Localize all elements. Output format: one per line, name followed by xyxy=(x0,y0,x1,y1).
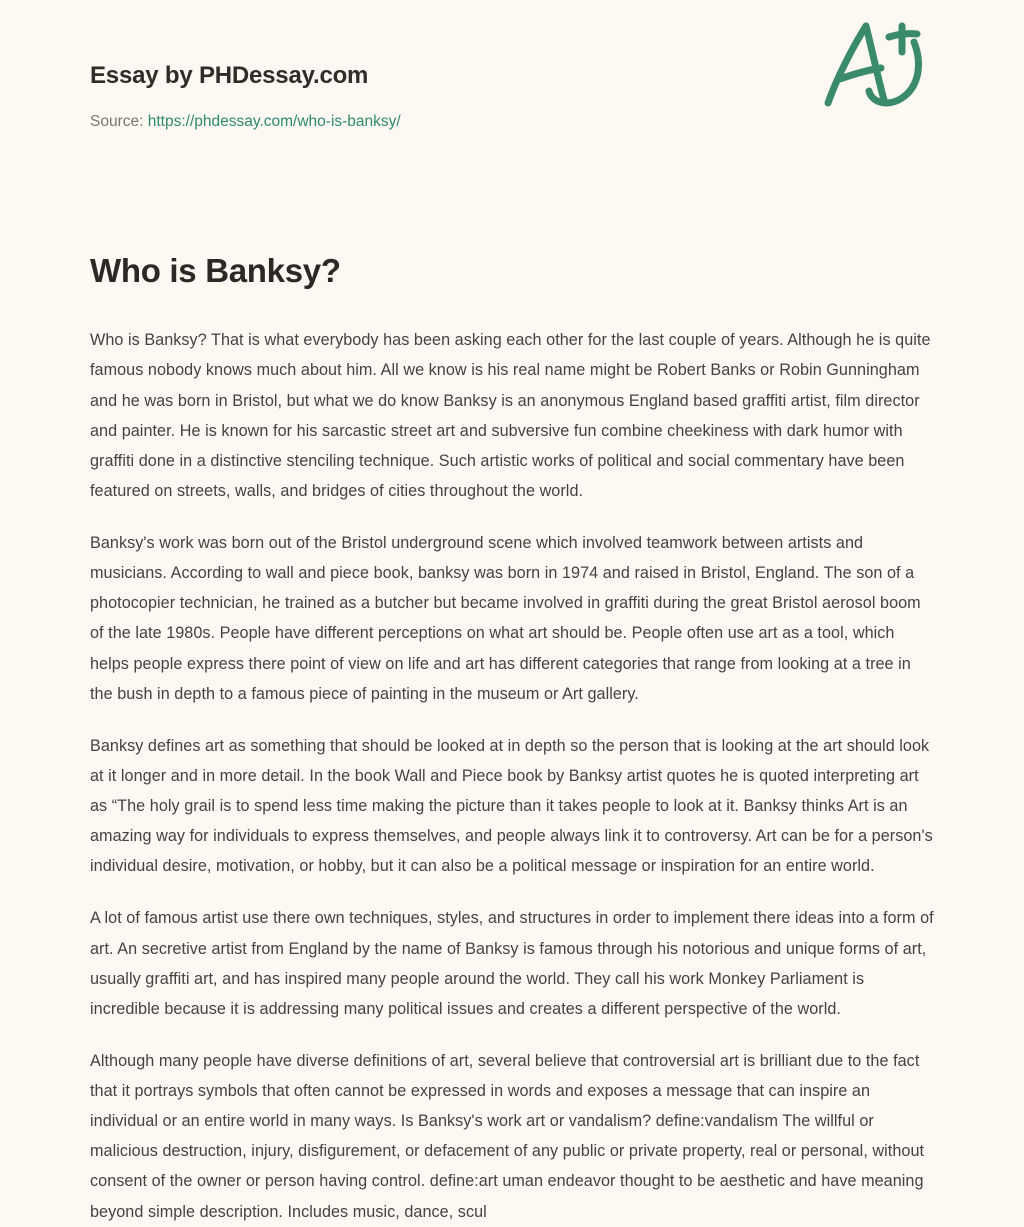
aplus-logo-glyph xyxy=(814,8,934,118)
source-line xyxy=(90,113,934,132)
brand-title: Essay by PHDessay.com xyxy=(90,62,369,89)
source-url-link[interactable]: https://phdessay.com/who-is-banksy/ xyxy=(147,112,401,130)
article xyxy=(90,250,934,1227)
source-label: Source: xyxy=(90,112,144,130)
article-body xyxy=(90,325,934,1226)
paragraph: Banksy defines art as something that should be looked at in depth so the person that is looking at the art should look at it longer and in more detail. In the book Wall and Piece book by Banksy artist quotes he is quoted interpreting art as “The holy grail is to spend less time making the picture than it takes people to look at it. Banksy thinks Art is an amazing way for individuals to express themselves, and people always link it to controversy. Art can be for a person's individual desire, motivation, or hobby, but it can also be a political message or inspiration for an entire world. xyxy=(90,736,933,876)
aplus-logo-icon xyxy=(814,8,934,118)
page-title: Who is Banksy? xyxy=(90,252,341,289)
document-header xyxy=(90,0,934,172)
paragraph: Although many people have diverse definitions of art, several believe that controversial art is brilliant due to the fact that it portrays symbols that often cannot be expressed in words and exposes a message that can inspire an individual or an entire world in many ways. Is Banksy's work art or vandalism? define:vandalism The willful or malicious destruction, injury, disfigurement, or defacement of any public or private property, real or personal, without consent of the owner or person having control. define:art uman endeavor thought to be aesthetic and have meaning beyond simple description. Includes music, dance, scul xyxy=(90,1051,925,1221)
paragraph: Banksy's work was born out of the Bristol underground scene which involved teamwork between artists and musicians. According to wall and piece book, banksy was born in 1974 and raised in Bristol, England. The son of a photocopier technician, he trained as a butcher but became involved in graffiti during the great Bristol aerosol boom of the late 1980s. People have different perceptions on what art should be. People often use art as a tool, which helps people express there point of view on life and art has different categories that range from looking at a tree in the bush in depth to a famous piece of painting in the museum or Art gallery. xyxy=(90,534,921,703)
paragraph: Who is Banksy? That is what everybody has been asking each other for the last couple of years. Although he is quite famous nobody knows much about him. All we know is his real name might be Robert Banks or Robin Gunningham and he was born in Bristol, but what we do know Banksy is an anonymous England based graffiti artist, film director and painter. He is known for his sarcastic street art and subversive fun combine cheekiness with dark humor with graffiti done in a distinctive stenciling technique. Such artistic works of political and social commentary have been featured on streets, walls, and bridges of cities throughout the world. xyxy=(90,331,931,500)
paragraph: A lot of famous artist use there own techniques, styles, and structures in order to implement there ideas into a form of art. An secretive artist from England by the name of Banksy is famous through his notorious and unique forms of art, usually graffiti art, and has inspired many people around the world. They call his work Monkey Parliament is incredible because it is addressing many political issues and creates a different perspective of the world. xyxy=(90,909,934,1018)
